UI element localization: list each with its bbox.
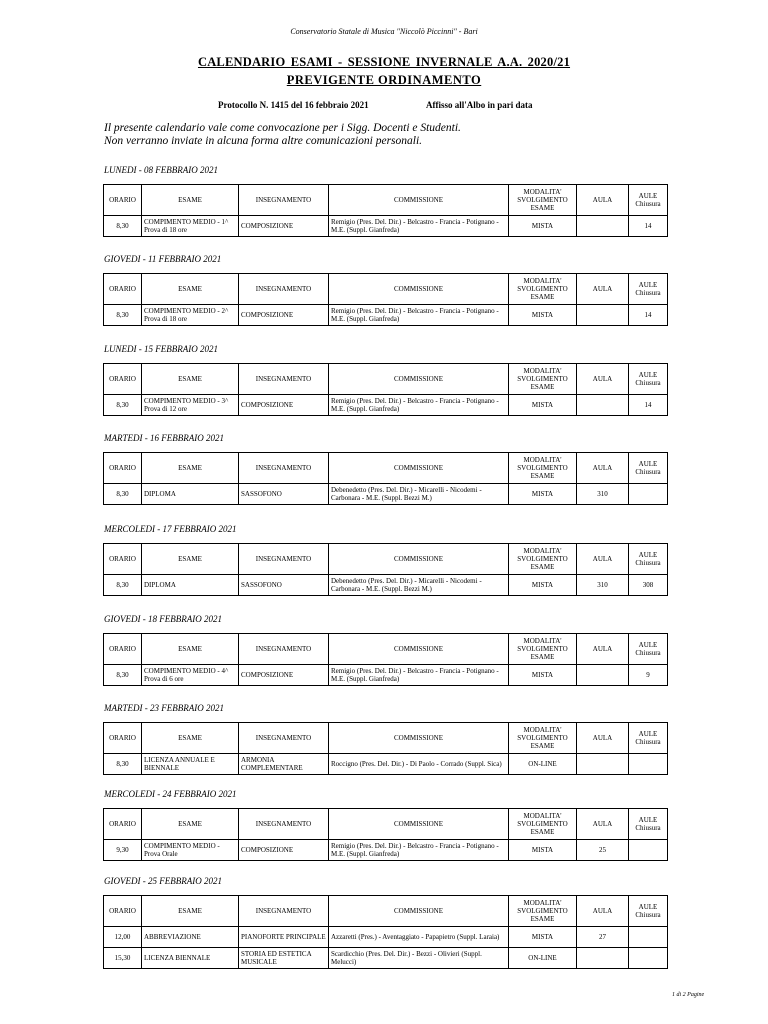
insegnamento-cell: PIANOFORTE PRINCIPALE	[239, 927, 329, 948]
column-header-aule-chiusura: AULE Chiusura	[629, 453, 668, 484]
modalita-cell: ON-LINE	[509, 948, 577, 969]
column-header-esame: ESAME	[142, 634, 239, 665]
aula-cell	[577, 305, 629, 326]
day-heading: MARTEDI - 16 FEBBRAIO 2021	[104, 433, 224, 443]
column-header-insegnamento: INSEGNAMENTO	[239, 544, 329, 575]
insegnamento-cell: COMPOSIZIONE	[239, 665, 329, 686]
column-header-insegnamento: INSEGNAMENTO	[239, 809, 329, 840]
column-header-aula: AULA	[577, 185, 629, 216]
column-header-modalita: MODALITA' SVOLGIMENTO ESAME	[509, 274, 577, 305]
column-header-esame: ESAME	[142, 896, 239, 927]
table-row	[104, 305, 668, 326]
esame-cell: COMPIMENTO MEDIO - Prova Orale	[142, 840, 239, 861]
column-header-esame: ESAME	[142, 185, 239, 216]
commissione-cell: Azzaretti (Pres.) - Aventaggiato - Papapietro (Suppl. Laraia)	[329, 927, 509, 948]
aula-cell	[577, 665, 629, 686]
commissione-cell: Roccigno (Pres. Del. Dir.) - Di Paolo - Corrado (Suppl. Sica)	[329, 754, 509, 775]
column-header-modalita: MODALITA' SVOLGIMENTO ESAME	[509, 896, 577, 927]
orario-cell: 8,30	[104, 665, 142, 686]
page-title: CALENDARIO ESAMI - SESSIONE INVERNALE A.A. 2020/21	[197, 55, 571, 69]
column-header-commissione: COMMISSIONE	[329, 453, 509, 484]
table-header-row	[104, 185, 668, 216]
column-header-aula: AULA	[577, 809, 629, 840]
orario-cell: 8,30	[104, 305, 142, 326]
column-header-orario: ORARIO	[104, 809, 142, 840]
column-header-insegnamento: INSEGNAMENTO	[239, 453, 329, 484]
column-header-insegnamento: INSEGNAMENTO	[239, 364, 329, 395]
day-heading: MERCOLEDI - 17 FEBBRAIO 2021	[104, 524, 237, 534]
column-header-commissione: COMMISSIONE	[329, 274, 509, 305]
intro-line-1: Il presente calendario vale come convocazione per i Sigg. Docenti e Studenti.	[104, 122, 461, 134]
orario-cell: 12,00	[104, 927, 142, 948]
column-header-commissione: COMMISSIONE	[329, 896, 509, 927]
orario-cell: 8,30	[104, 216, 142, 237]
insegnamento-cell: COMPOSIZIONE	[239, 395, 329, 416]
day-heading: GIOVEDI - 18 FEBBRAIO 2021	[104, 614, 222, 624]
table-header-row	[104, 896, 668, 927]
modalita-cell: ON-LINE	[509, 754, 577, 775]
column-header-aule-chiusura: AULE Chiusura	[629, 809, 668, 840]
esame-cell: COMPIMENTO MEDIO - 4^ Prova di 6 ore	[142, 665, 239, 686]
day-heading: MERCOLEDI - 24 FEBBRAIO 2021	[104, 789, 237, 799]
column-header-esame: ESAME	[142, 809, 239, 840]
modalita-cell: MISTA	[509, 575, 577, 596]
column-header-orario: ORARIO	[104, 364, 142, 395]
esame-cell: COMPIMENTO MEDIO - 1^ Prova di 18 ore	[142, 216, 239, 237]
aula-cell	[577, 395, 629, 416]
esame-cell: COMPIMENTO MEDIO - 3^ Prova di 12 ore	[142, 395, 239, 416]
esame-cell: COMPIMENTO MEDIO - 2^ Prova di 18 ore	[142, 305, 239, 326]
table-header-row	[104, 364, 668, 395]
column-header-orario: ORARIO	[104, 274, 142, 305]
chiusura-cell	[629, 484, 668, 505]
esame-cell: DIPLOMA	[142, 575, 239, 596]
insegnamento-cell: COMPOSIZIONE	[239, 216, 329, 237]
column-header-aula: AULA	[577, 544, 629, 575]
table-row	[104, 395, 668, 416]
table-row	[104, 840, 668, 861]
table-header-row	[104, 274, 668, 305]
day-heading: GIOVEDI - 25 FEBBRAIO 2021	[104, 876, 222, 886]
commissione-cell: Remigio (Pres. Del. Dir.) - Belcastro - Francia - Potignano - M.E. (Suppl. Gianfreda)	[329, 665, 509, 686]
day-heading: MARTEDI - 23 FEBBRAIO 2021	[104, 703, 224, 713]
affisso-note: Affisso all'Albo in pari data	[426, 100, 533, 110]
table-row	[104, 754, 668, 775]
exam-table	[103, 363, 668, 416]
column-header-esame: ESAME	[142, 544, 239, 575]
chiusura-cell: 14	[629, 395, 668, 416]
institution-header: Conservatorio Statale di Musica "Niccolò Piccinni" - Bari	[290, 27, 478, 36]
chiusura-cell	[629, 840, 668, 861]
exam-table	[103, 808, 668, 861]
column-header-aula: AULA	[577, 453, 629, 484]
orario-cell: 8,30	[104, 395, 142, 416]
column-header-insegnamento: INSEGNAMENTO	[239, 274, 329, 305]
esame-cell: LICENZA ANNUALE E BIENNALE	[142, 754, 239, 775]
table-header-row	[104, 544, 668, 575]
chiusura-cell	[629, 754, 668, 775]
chiusura-cell	[629, 948, 668, 969]
page-subtitle: PREVIGENTE ORDINAMENTO	[286, 73, 482, 87]
exam-table	[103, 895, 668, 969]
page-footer: 1 di 2 Pagine	[672, 992, 705, 998]
orario-cell: 8,30	[104, 484, 142, 505]
commissione-cell: Debenedetto (Pres. Del. Dir.) - Micarelli - Nicodemi - Carbonara - M.E. (Suppl. Bezzi M.)	[329, 484, 509, 505]
column-header-commissione: COMMISSIONE	[329, 634, 509, 665]
insegnamento-cell: COMPOSIZIONE	[239, 840, 329, 861]
aula-cell: 25	[577, 840, 629, 861]
insegnamento-cell: SASSOFONO	[239, 575, 329, 596]
column-header-insegnamento: INSEGNAMENTO	[239, 634, 329, 665]
table-row	[104, 665, 668, 686]
protocol-number: Protocollo N. 1415 del 16 febbraio 2021	[218, 100, 369, 110]
table-header-row	[104, 453, 668, 484]
day-heading: LUNEDI - 15 FEBBRAIO 2021	[104, 344, 218, 354]
column-header-commissione: COMMISSIONE	[329, 364, 509, 395]
aula-cell	[577, 948, 629, 969]
day-heading: GIOVEDI - 11 FEBBRAIO 2021	[104, 254, 222, 264]
column-header-orario: ORARIO	[104, 544, 142, 575]
modalita-cell: MISTA	[509, 305, 577, 326]
exam-table	[103, 184, 668, 237]
modalita-cell: MISTA	[509, 395, 577, 416]
exam-table	[103, 452, 668, 505]
column-header-orario: ORARIO	[104, 185, 142, 216]
column-header-modalita: MODALITA' SVOLGIMENTO ESAME	[509, 364, 577, 395]
column-header-aula: AULA	[577, 364, 629, 395]
column-header-orario: ORARIO	[104, 723, 142, 754]
intro-line-2: Non verranno inviate in alcuna forma altre comunicazioni personali.	[104, 135, 423, 147]
modalita-cell: MISTA	[509, 840, 577, 861]
aula-cell	[577, 754, 629, 775]
column-header-aule-chiusura: AULE Chiusura	[629, 364, 668, 395]
column-header-modalita: MODALITA' SVOLGIMENTO ESAME	[509, 723, 577, 754]
orario-cell: 9,30	[104, 840, 142, 861]
column-header-commissione: COMMISSIONE	[329, 544, 509, 575]
column-header-modalita: MODALITA' SVOLGIMENTO ESAME	[509, 544, 577, 575]
aula-cell: 310	[577, 575, 629, 596]
table-row	[104, 575, 668, 596]
insegnamento-cell: COMPOSIZIONE	[239, 305, 329, 326]
column-header-esame: ESAME	[142, 274, 239, 305]
modalita-cell: MISTA	[509, 484, 577, 505]
insegnamento-cell: ARMONIA COMPLEMENTARE	[239, 754, 329, 775]
table-header-row	[104, 634, 668, 665]
chiusura-cell: 14	[629, 305, 668, 326]
column-header-aule-chiusura: AULE Chiusura	[629, 185, 668, 216]
table-row	[104, 216, 668, 237]
insegnamento-cell: STORIA ED ESTETICA MUSICALE	[239, 948, 329, 969]
exam-table	[103, 273, 668, 326]
orario-cell: 8,30	[104, 754, 142, 775]
column-header-commissione: COMMISSIONE	[329, 809, 509, 840]
table-row	[104, 948, 668, 969]
day-heading: LUNEDI - 08 FEBBRAIO 2021	[104, 165, 218, 175]
column-header-insegnamento: INSEGNAMENTO	[239, 723, 329, 754]
column-header-aule-chiusura: AULE Chiusura	[629, 634, 668, 665]
column-header-aula: AULA	[577, 634, 629, 665]
orario-cell: 8,30	[104, 575, 142, 596]
table-row	[104, 927, 668, 948]
chiusura-cell: 9	[629, 665, 668, 686]
column-header-aula: AULA	[577, 274, 629, 305]
modalita-cell: MISTA	[509, 927, 577, 948]
aula-cell	[577, 216, 629, 237]
column-header-orario: ORARIO	[104, 896, 142, 927]
exam-table	[103, 543, 668, 596]
column-header-aula: AULA	[577, 723, 629, 754]
column-header-insegnamento: INSEGNAMENTO	[239, 896, 329, 927]
commissione-cell: Remigio (Pres. Del. Dir.) - Belcastro - Francia - Potignano - M.E. (Suppl. Gianfreda)	[329, 395, 509, 416]
table-header-row	[104, 809, 668, 840]
esame-cell: ABBREVIAZIONE	[142, 927, 239, 948]
commissione-cell: Remigio (Pres. Del. Dir.) - Belcastro - Francia - Potignano - M.E. (Suppl. Gianfreda)	[329, 305, 509, 326]
column-header-modalita: MODALITA' SVOLGIMENTO ESAME	[509, 185, 577, 216]
esame-cell: LICENZA BIENNALE	[142, 948, 239, 969]
column-header-esame: ESAME	[142, 723, 239, 754]
column-header-orario: ORARIO	[104, 634, 142, 665]
commissione-cell: Debenedetto (Pres. Del. Dir.) - Micarelli - Nicodemi - Carbonara - M.E. (Suppl. Bezzi M.)	[329, 575, 509, 596]
column-header-insegnamento: INSEGNAMENTO	[239, 185, 329, 216]
column-header-aule-chiusura: AULE Chiusura	[629, 544, 668, 575]
commissione-cell: Scardicchio (Pres. Del. Dir.) - Bezzi - Olivieri (Suppl. Melucci)	[329, 948, 509, 969]
column-header-orario: ORARIO	[104, 453, 142, 484]
chiusura-cell: 308	[629, 575, 668, 596]
commissione-cell: Remigio (Pres. Del. Dir.) - Belcastro - Francia - Potignano - M.E. (Suppl. Gianfreda)	[329, 840, 509, 861]
commissione-cell: Remigio (Pres. Del. Dir.) - Belcastro - Francia - Potignano - M.E. (Suppl. Gianfreda)	[329, 216, 509, 237]
column-header-aule-chiusura: AULE Chiusura	[629, 896, 668, 927]
aula-cell: 27	[577, 927, 629, 948]
exam-table	[103, 722, 668, 775]
modalita-cell: MISTA	[509, 216, 577, 237]
orario-cell: 15,30	[104, 948, 142, 969]
column-header-modalita: MODALITA' SVOLGIMENTO ESAME	[509, 453, 577, 484]
column-header-aula: AULA	[577, 896, 629, 927]
intro-text	[104, 122, 461, 148]
esame-cell: DIPLOMA	[142, 484, 239, 505]
column-header-modalita: MODALITA' SVOLGIMENTO ESAME	[509, 809, 577, 840]
column-header-esame: ESAME	[142, 364, 239, 395]
column-header-esame: ESAME	[142, 453, 239, 484]
insegnamento-cell: SASSOFONO	[239, 484, 329, 505]
chiusura-cell: 14	[629, 216, 668, 237]
column-header-commissione: COMMISSIONE	[329, 185, 509, 216]
table-row	[104, 484, 668, 505]
exam-table	[103, 633, 668, 686]
column-header-aule-chiusura: AULE Chiusura	[629, 723, 668, 754]
aula-cell: 310	[577, 484, 629, 505]
column-header-commissione: COMMISSIONE	[329, 723, 509, 754]
column-header-aule-chiusura: AULE Chiusura	[629, 274, 668, 305]
chiusura-cell	[629, 927, 668, 948]
table-header-row	[104, 723, 668, 754]
column-header-modalita: MODALITA' SVOLGIMENTO ESAME	[509, 634, 577, 665]
modalita-cell: MISTA	[509, 665, 577, 686]
